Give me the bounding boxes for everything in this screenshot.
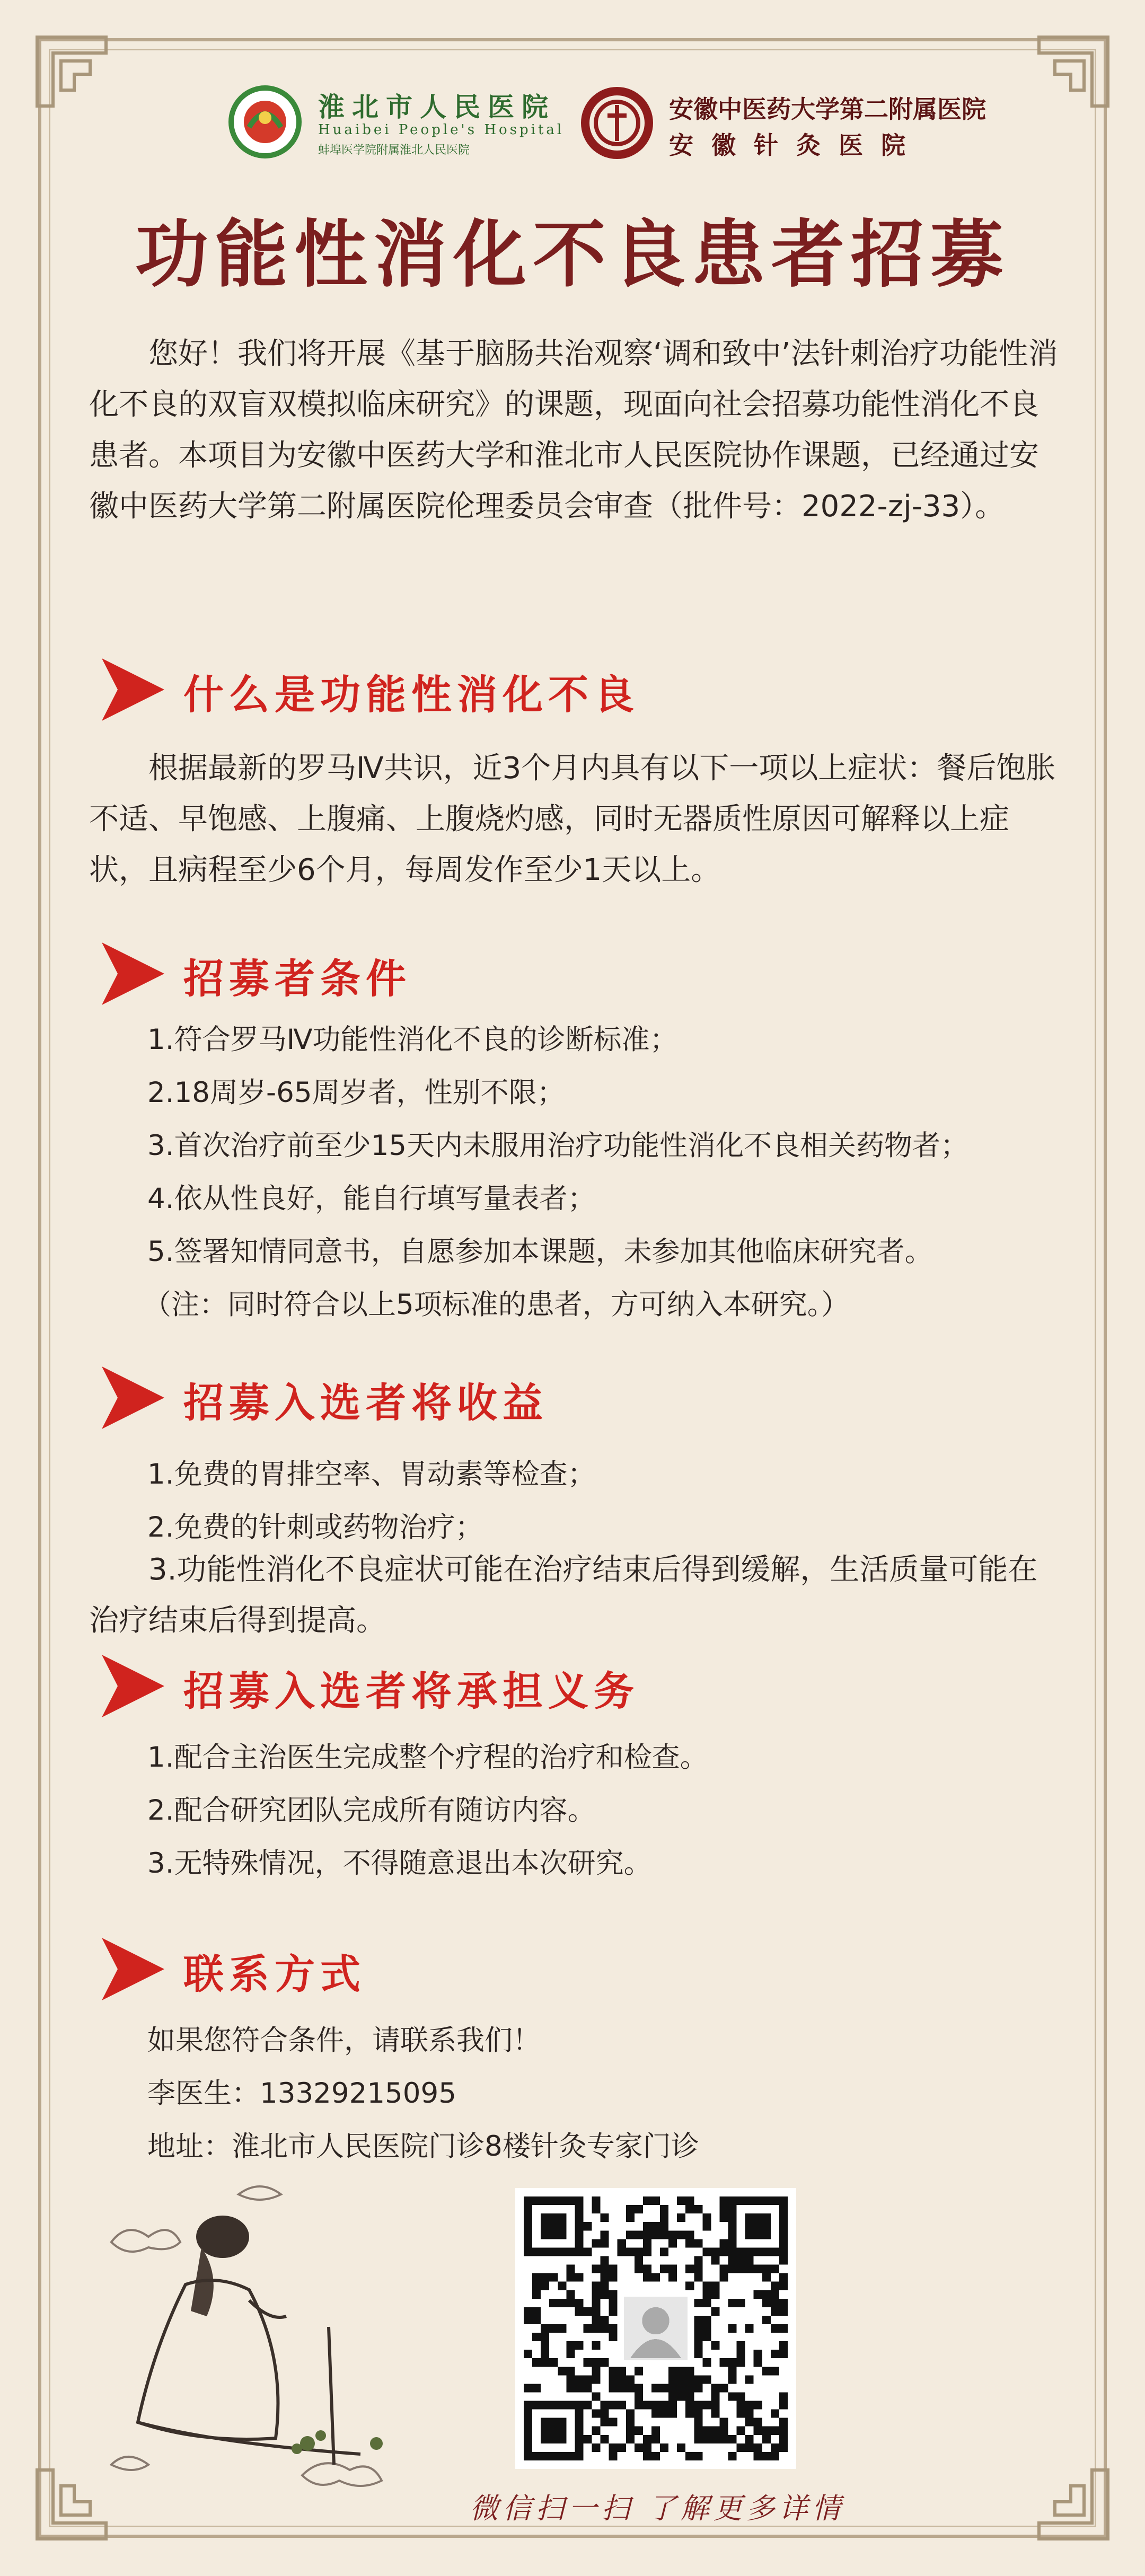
contact-address: 地址：淮北市人民医院门诊8楼针灸专家门诊 (147, 2130, 699, 2163)
hospital-logo-2-icon (578, 84, 656, 162)
list-item: 1.配合主治医生完成整个疗程的治疗和检查。 (147, 1741, 708, 1774)
list-item: 3.首次治疗前至少15天内未服用治疗功能性消化不良相关药物者； (147, 1130, 969, 1162)
list-item: 1.符合罗马Ⅳ功能性消化不良的诊断标准； (147, 1024, 678, 1056)
hospital1-name: 淮北市人民医院 (318, 91, 556, 122)
hospital-logo-1-icon (228, 85, 302, 159)
qr-code[interactable] (515, 2188, 796, 2469)
section-title: 招募入选者将承担义务 (183, 1668, 639, 1715)
contact-intro: 如果您符合条件，请联系我们！ (147, 2024, 541, 2057)
arrow-triangle-icon (99, 1935, 168, 2004)
header-logos (0, 74, 1145, 175)
contact-phone[interactable]: 李医生：13329215095 (147, 2077, 456, 2110)
corner-ornament-icon (1034, 2465, 1113, 2544)
arrow-triangle-icon (99, 1652, 168, 1721)
hospital2-name: 安徽中医药大学第二附属医院 (669, 95, 986, 123)
list-item: 3.无特殊情况，不得随意退出本次研究。 (147, 1847, 652, 1880)
intro-paragraph: 您好！我们将开展《基于脑肠共治观察‘调和致中’法针刺治疗功能性消化不良的双盲双模拟临床研究》的课题，现面向社会招募功能性消化不良患者。本项目为安徽中医药大学和淮北市人民医院协作课题，已经通过安徽中医药大学第二附属医院伦理委员会审查（批件号：2022-zj-33）。 (89, 337, 1058, 524)
section-what-text: 根据最新的罗马Ⅳ共识，近3个月内具有以下一项以上症状：餐后饱胀不适、早饱感、上腹痛、上腹烧灼感，同时无器质性原因可解释以上症状，且病程至少6个月，每周发作至少1天以上。 (89, 751, 1056, 887)
list-item: 5.签署知情同意书，自愿参加本课题，未参加其他临床研究者。 (147, 1236, 933, 1268)
section-title: 招募者条件 (183, 955, 411, 1002)
sage-illustration-icon (80, 2178, 461, 2507)
arrow-triangle-icon (99, 655, 168, 724)
list-item: 2.配合研究团队完成所有随访内容。 (147, 1794, 596, 1827)
arrow-triangle-icon (99, 939, 168, 1008)
list-item: 4.依从性良好，能自行填写量表者； (147, 1183, 596, 1215)
list-item: 2.免费的针刺或药物治疗； (147, 1511, 483, 1543)
benefits-item-3: 3.功能性消化不良症状可能在治疗结束后得到缓解，生活质量可能在治疗结束后得到提高。 (89, 1552, 1038, 1638)
qr-caption: 微信扫一扫 了解更多详情 (470, 2492, 845, 2525)
conditions-list (143, 1013, 1070, 1331)
list-item: 1.免费的胃排空率、胃动素等检查； (147, 1458, 596, 1490)
section-title: 招募入选者将收益 (183, 1379, 548, 1426)
hospital1-english-name: Huaibei People's Hospital (318, 122, 565, 138)
page-title: 功能性消化不良患者招募 (135, 211, 1010, 297)
section-title: 什么是功能性消化不良 (183, 671, 639, 718)
hospital1-affiliation: 蚌埠医学院附属淮北人民医院 (318, 144, 470, 157)
obligations-list (147, 1731, 1070, 1890)
hospital2-alt-name: 安徽针灸医院 (669, 131, 923, 160)
arrow-triangle-icon (99, 1363, 168, 1432)
section-title: 联系方式 (183, 1951, 366, 1998)
contact-list (147, 2014, 1070, 2173)
benefits-list (147, 1448, 1070, 1554)
list-note: （注：同时符合以上5项标准的患者，方可纳入本研究。） (143, 1289, 850, 1321)
list-item: 2.18周岁-65周岁者，性别不限； (147, 1077, 565, 1109)
